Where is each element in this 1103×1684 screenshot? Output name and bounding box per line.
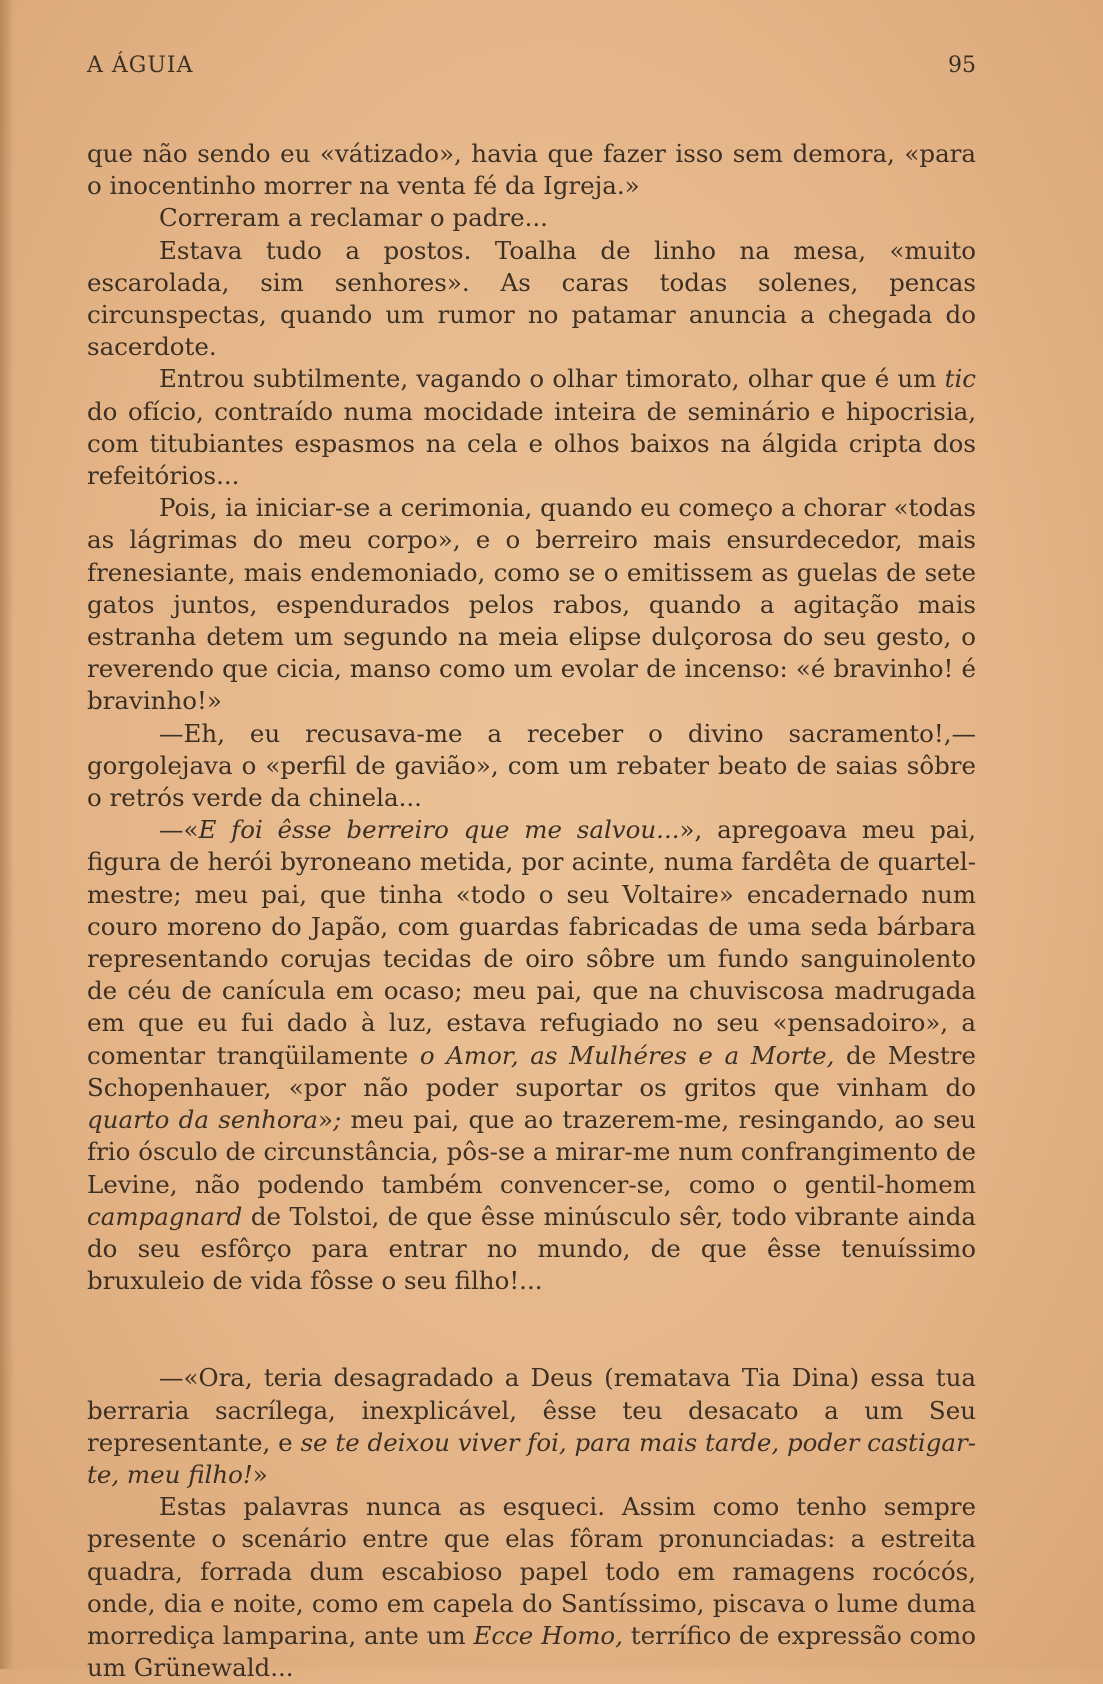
italic-run: ; (332, 1105, 342, 1135)
text-run: » (252, 1459, 268, 1489)
italic-run: tic (944, 364, 976, 394)
text-run: terrífico de expressão como um Grünewald... (87, 1620, 976, 1683)
text-run: —Eh, eu recusava-me a receber o divino sacramento!,—gorgolejava o «perfil de gavião», com um rebater beato de saias sôbre o retrós verde da chinela... (87, 718, 976, 813)
text-run: de Tolstoi, de que êsse minúsculo sêr, todo vibrante ainda do seu esfôrço para entrar no mundo, de que êsse tenuíssimo bruxuleio de vida fôsse o seu filho!... (87, 1201, 976, 1296)
text-run: —«Ora, teria desagradado a Deus (rematava Tia Dina) essa tua berraria sacrílega, inexplicável, êsse teu desacato a um Seu representante, e (87, 1363, 976, 1457)
italic-run: E foi êsse berreiro que me salvou... (198, 815, 680, 845)
italic-run: o Amor, as Mulhéres e a Morte, (419, 1040, 835, 1070)
paragraph (87, 814, 976, 1297)
text-run: do ofício, contraído numa mocidade inteira de seminário e hipocrisia, com titubiantes espasmos na cela e olhos baixos na álgida cripta dos refeitórios... (87, 396, 976, 491)
paragraph (87, 1362, 976, 1491)
italic-run: campagnard (87, 1201, 243, 1231)
paragraph (87, 492, 976, 717)
text-run: », apregoava meu pai, figura de herói byroneano metida, por acinte, numa fardêta de quartel-mestre; meu pai, que tinha «todo o seu Voltaire» encadernado num couro moreno do Japão, com guardas fabricadas de uma seda bárbara representando corujas tecidas de oiro sôbre um fundo sanguinolento de céu de canícula em ocaso; meu pai, que na chuviscosa madrugada em que eu fui dado à luz, estava refugiado no seu «pensadoiro», a comentar tranqüilamente (87, 815, 976, 1070)
text-run: de Mestre Schopenhauer, «por não poder suportar os gritos que vinham do (87, 1040, 976, 1102)
page-edge-shadow (0, 0, 14, 1669)
text-run: » (317, 1105, 333, 1135)
paragraph (87, 363, 976, 492)
italic-run: se te deixou viver foi, para mais tarde, poder castigar-te, meu filho! (87, 1427, 976, 1489)
text-run: que não sendo eu «vátizado», havia que fazer isso sem demora, «para o inocentinho morrer na venta fé da Igreja.» (87, 139, 976, 201)
paragraph (87, 235, 976, 364)
text-run: Pois, ia iniciar-se a cerimonia, quando eu começo a chorar «todas as lágrimas do meu corpo», e o berreiro mais ensurdecedor, mais frenesiante, mais endemoniado, como se o emitissem as guelas de sete gatos juntos, espendurados pelos rabos, quando a agitação mais estranha detem um segundo na meia elipse dulçorosa do seu gesto, o reverendo que cicia, manso como um evolar de incenso: «é bravinho! é bravinho!» (87, 493, 976, 716)
body-text (87, 138, 976, 1684)
running-head: A ÁGUIA (87, 53, 194, 78)
paragraph (87, 138, 976, 202)
page-number: 95 (948, 53, 976, 78)
paragraph (87, 718, 976, 815)
text-run: Correram a reclamar o padre... (159, 203, 548, 233)
text-run: Entrou subtilmente, vagando o olhar timorato, olhar que é um (159, 364, 945, 394)
page-header (87, 53, 976, 87)
text-run: Estava tudo a postos. Toalha de linho na mesa, «muito escarolada, sim senhores». As caras todas solenes, pencas circunspectas, quando um rumor no patamar anuncia a chegada do sacerdote. (87, 235, 976, 362)
italic-run: Ecce Homo, (473, 1620, 623, 1650)
paragraph (87, 202, 976, 234)
italic-run: quarto da senhora (87, 1105, 318, 1135)
paragraph (87, 1491, 976, 1684)
text-run: meu pai, que ao trazerem-me, resingando, ao seu frio ósculo de circunstância, pôs-se a mirar-me num confrangimento de Levine, não podendo também convencer-se, como o gentil-homem (87, 1105, 976, 1199)
text-run: —« (159, 815, 199, 845)
text-run: Estas palavras nunca as esqueci. Assim como tenho sempre presente o scenário entre que elas fôram pronunciadas: a estreita quadra, forrada dum escabioso papel todo em ramagens rocócós, onde, dia e noite, como em capela do Santíssimo, piscava o lume duma morrediça lamparina, ante um (87, 1492, 976, 1650)
